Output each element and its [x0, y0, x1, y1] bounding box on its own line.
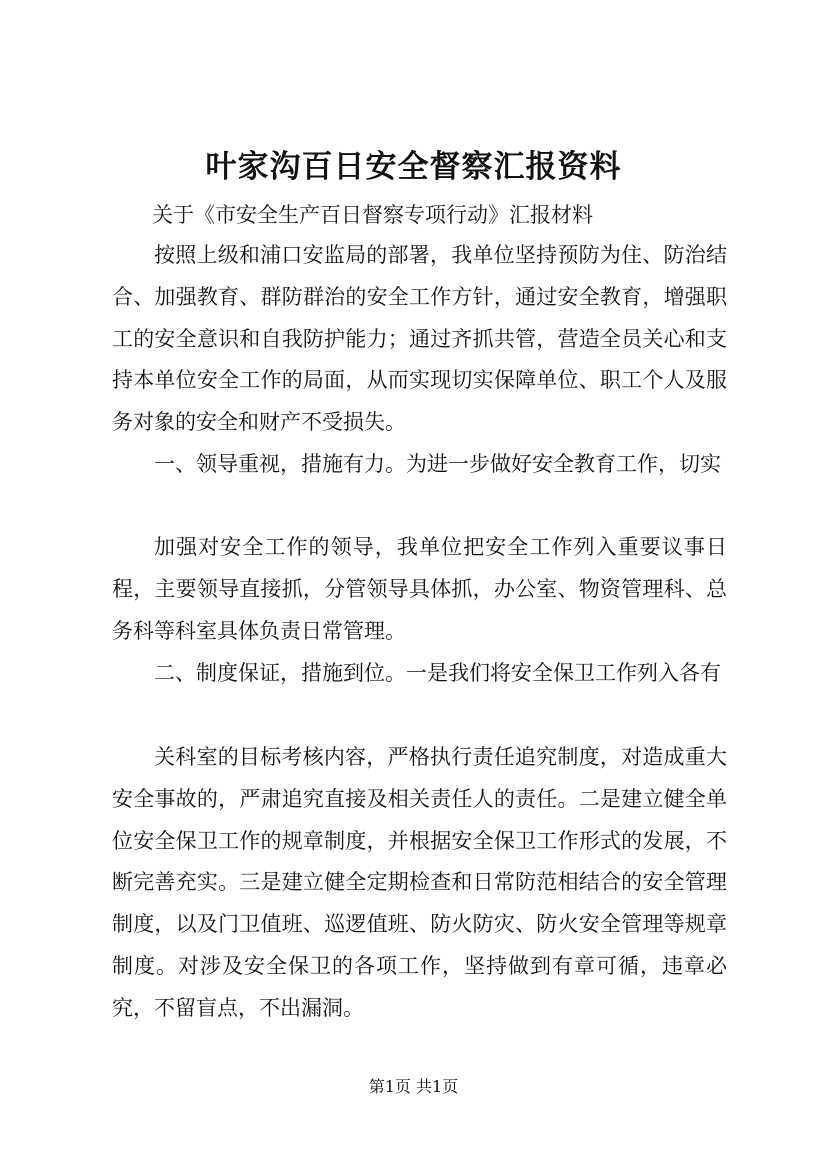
document-title: 叶家沟百日安全督察汇报资料	[205, 149, 622, 185]
paragraph-section-1-body: 加强对安全工作的领导，我单位把安全工作列入重要议事日程，主要领导直接抓，分管领导具体抓，办公室、物资管理科、总务科等科室具体负责日常管理。	[112, 535, 727, 643]
paragraph-intro: 按照上级和浦口安监局的部署，我单位坚持预防为住、防治结合、加强教育、群防群治的安全工作方针，通过安全教育，增强职工的安全意识和自我防护能力；通过齐抓共管，营造全员关心和支持本单位安全工作的局面，从而实现切实保障单位、职工个人及服务对象的安全和财产不受损失。	[112, 243, 727, 435]
page-number-footer: 第1页 共1页	[368, 1077, 459, 1096]
document-subtitle: 关于《市安全生产百日督察专项行动》汇报材料	[152, 203, 593, 227]
paragraph-section-2-body: 关科室的目标考核内容，严格执行责任追究制度，对造成重大安全事故的，严肃追究直接及相关责任人的责任。二是建立健全单位安全保卫工作的规章制度，并根据安全保卫工作形式的发展，不断完善充实。三是建立健全定期检查和日常防范相结合的安全管理制度，以及门卫值班、巡逻值班、防火防灾、防火安全管理等规章制度。对涉及安全保卫的各项工作，坚持做到有章可循，违章必究，不留盲点，不出漏洞。	[112, 745, 727, 1020]
paragraph-section-1-heading: 一、领导重视，措施有力。为进一步做好安全教育工作，切实	[154, 452, 721, 476]
paragraph-section-2-heading: 二、制度保证，措施到位。一是我们将安全保卫工作列入各有	[154, 661, 721, 685]
